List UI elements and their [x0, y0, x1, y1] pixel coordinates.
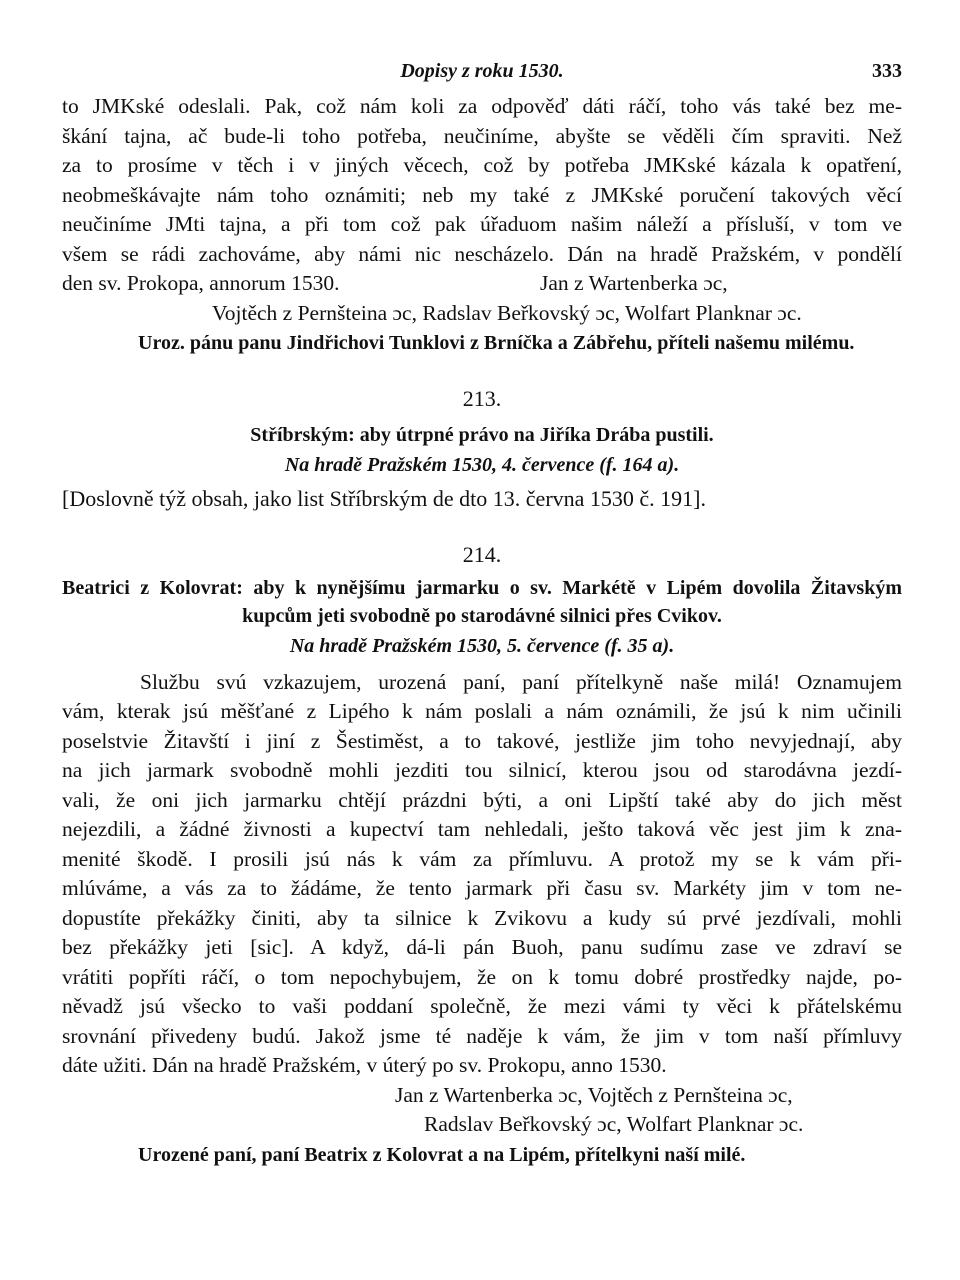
page-header: [62, 56, 902, 92]
body-line: vali, že oni jich jarmarku chtějí prázdni býti, a oni Lipští také aby do jich měst: [62, 787, 902, 812]
body-line: mlúváme, a vás za to žádáme, že tento jarmark při času sv. Markéty jim v tom ne-: [62, 876, 902, 900]
body-line: poselstvie Žitavští i jiní z Šestiměst, a to takové, jestliže jim toho nevyjednají, aby: [62, 728, 902, 753]
body-line: menité škodě. I prosili jsú nás k vám za přímluvu. A protož my se k vám při-: [62, 846, 902, 871]
letter-number: 214.: [462, 541, 502, 567]
body-line: něvadž jsú všecko to vaši poddaní společně, že mezi vámi ty věci k přátelskému: [62, 994, 902, 1018]
body-line: to JMKské odeslali. Pak, což nám koli za odpověď dáti ráčí, toho vás také bez me-: [62, 94, 902, 118]
signature-line: Radslav Beřkovský ɔc, Wolfart Planknar ɔc.: [424, 1112, 804, 1136]
body-line: na jich jarmark svobodně mohli jezditi tou silnicí, kterou jsou od starodávna jezdí-: [62, 758, 902, 782]
addressee: Urozené paní, paní Beatrix z Kolovrat a na Lipém, přítelkyni naší milé.: [138, 1143, 746, 1166]
body-line: za to prosíme v těch i v jiných věcech, což by potřeba JMKské kázala k opatření,: [62, 153, 902, 177]
letter-212-tail: [62, 92, 902, 358]
body-line: Službu svú vzkazujem, urozená paní, paní přítelkyně naše milá! Oznamujem: [140, 669, 902, 694]
body-line: neobmeškávajte nám toho oznámiti; neb my také z JMKské poručení takových věcí: [62, 182, 902, 207]
body-line: bez překážky jeti [sic]. A když, dá-li pán Buoh, panu sudímu zase ve zdraví se: [62, 935, 902, 959]
body-line: dopustíte překážky činiti, aby ta silnice k Zvikovu a kudy sú prvé jezdívali, mohli: [62, 905, 902, 930]
letter-summary: Stříbrským: aby útrpné právo na Jiříka Drába pustili.: [250, 424, 714, 446]
signature-line: Jan z Wartenberka ɔc,: [540, 271, 728, 295]
body-line: srovnání přivedeny budú. Jakož jsme té naděje k vám, že jim v tom naší přímluvy: [62, 1023, 902, 1048]
letter-summary: Beatrici z Kolovrat: aby k nynějšímu jarmarku o sv. Markétě v Lipém dovolila Žitavským: [62, 576, 902, 599]
running-title: Dopisy z roku 1530.: [400, 60, 564, 82]
editorial-note: [Doslovně týž obsah, jako list Stříbrským de dto 13. června 1530 č. 191].: [62, 486, 707, 511]
letter-213: [62, 384, 902, 514]
place-date: Na hradě Pražském 1530, 5. července (f. 35 a).: [289, 634, 675, 657]
body-line: všem se rádi zachováme, aby námi nic nescházelo. Dán na hradě Pražském, v pondělí: [62, 241, 902, 266]
document-page: [62, 56, 902, 1170]
body-line: vrátiti popříti ráčí, o tom nepochybujem, že on k tomu dobré prostředky najde, po-: [62, 964, 902, 989]
body-line: neučiníme JMti tajna, a při tom což pak úřaduom našim náleží a přísluší, v tom ve: [62, 212, 902, 236]
body-line: nejezdili, a žádné živnosti a kupectví tam nehledali, ješto taková věc jest jim k zna-: [62, 817, 902, 841]
signature-line: Jan z Wartenberka ɔc, Vojtěch z Pernšteina ɔc,: [395, 1082, 793, 1107]
letter-number: 213.: [462, 386, 502, 411]
date-signature-line: [62, 269, 902, 299]
letter-summary: kupcům jeti svobodně po starodávné silnici přes Cvikov.: [242, 604, 722, 627]
signature-line: Vojtěch z Pernšteina ɔc, Radslav Beřkovský ɔc, Wolfart Planknar ɔc.: [212, 300, 802, 325]
body-line: vám, kterak jsú měšťané z Lipého k nám poslali a nám oznámili, že jsú k nim učinili: [62, 699, 902, 723]
body-line: dáte užiti. Dán na hradě Pražském, v úterý po sv. Prokopu, anno 1530.: [62, 1053, 667, 1077]
letter-214: [62, 540, 902, 1170]
body-line: škání tajna, ač bude-li toho potřeba, neučiníme, abyšte se věděli čím spraviti. Než: [62, 123, 902, 148]
page-number: 333: [872, 60, 902, 82]
addressee: Uroz. pánu panu Jindřichovi Tunklovi z Brníčka a Zábřehu, příteli našemu milému.: [138, 332, 855, 354]
date-line: den sv. Prokopa, annorum 1530.: [62, 271, 340, 295]
place-date: Na hradě Pražském 1530, 4. července (f. 164 a).: [284, 454, 680, 476]
